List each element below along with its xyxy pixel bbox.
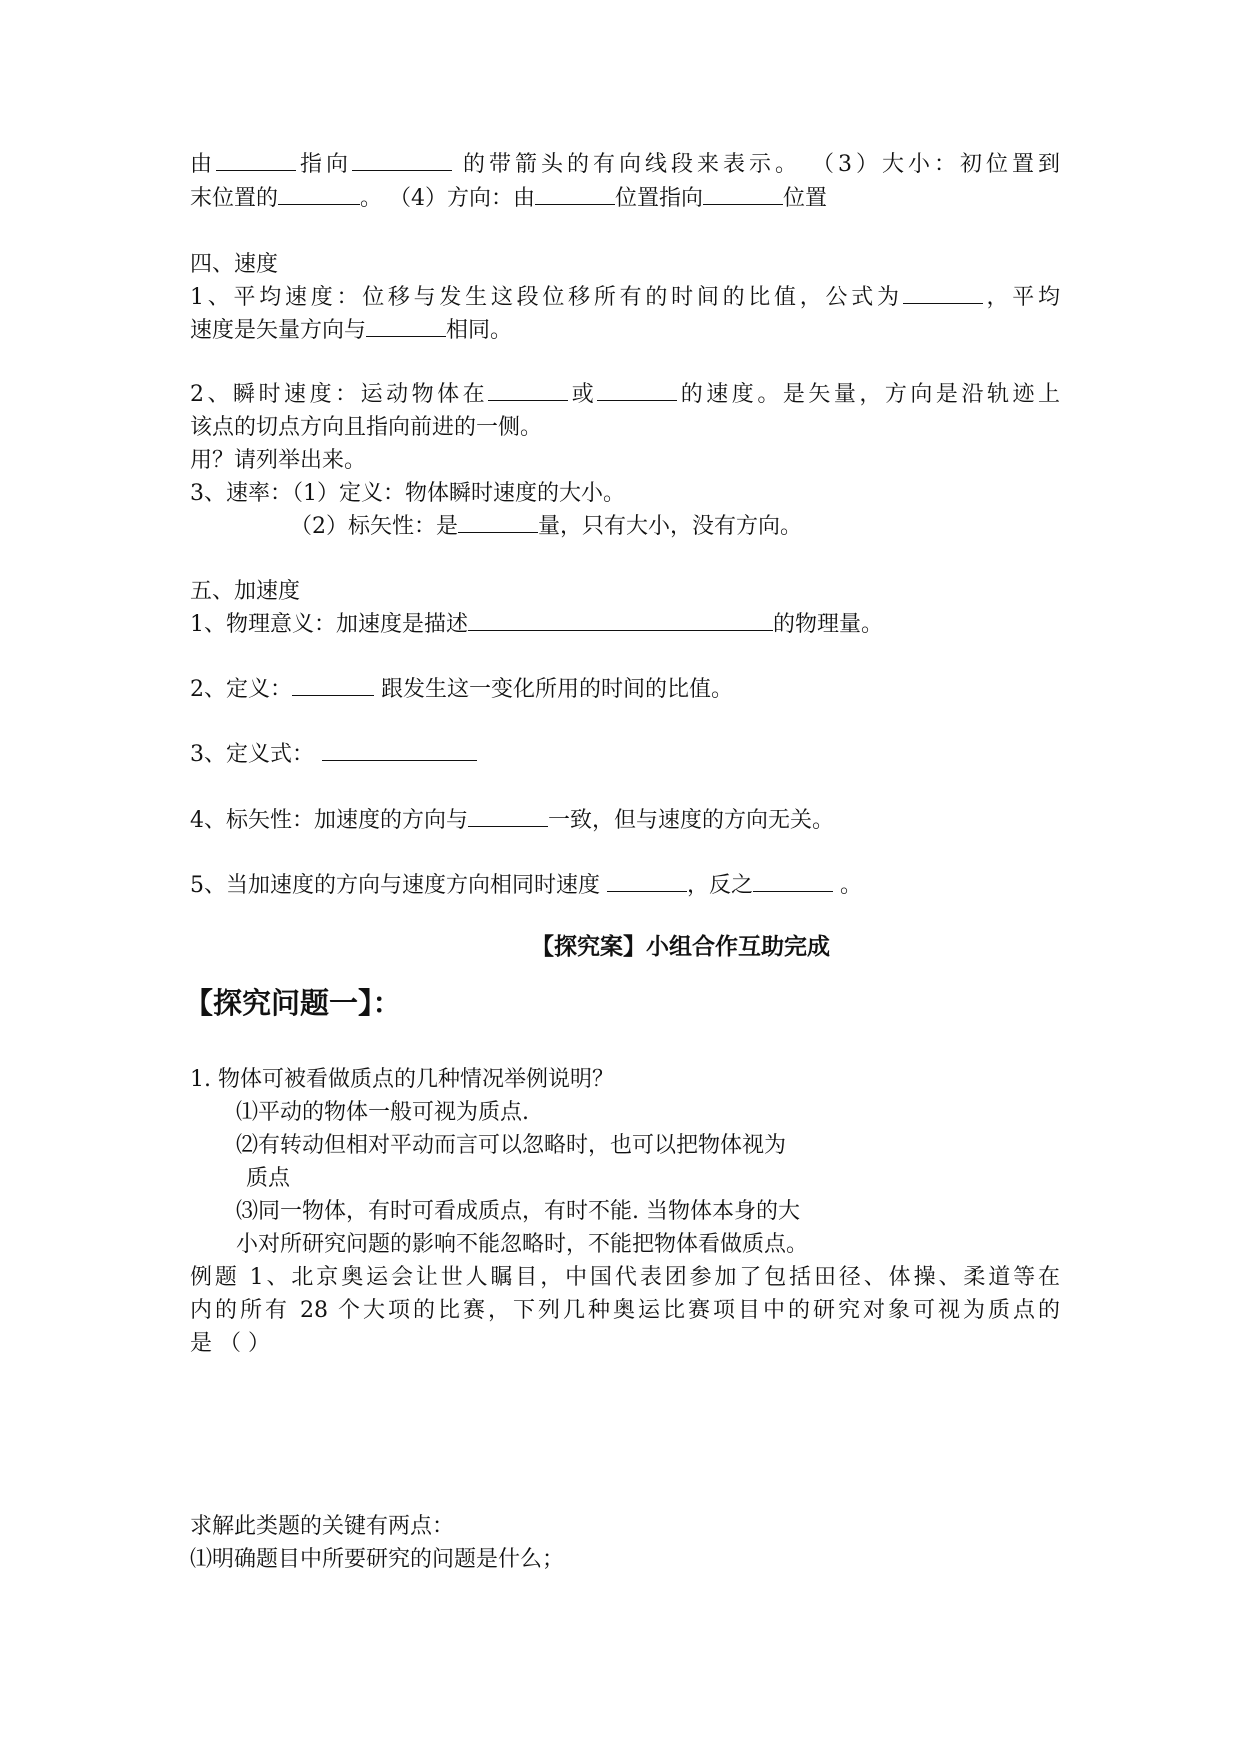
average-velocity-line: 1、平均速度：位移与发生这段位移所有的时间的比值，公式为 ，平均 [190, 285, 1060, 310]
blank[interactable] [597, 380, 677, 401]
point-2: ⑵有转动但相对平动而言可以忽略时，也可以把物体视为 [236, 1133, 787, 1158]
blank[interactable] [352, 150, 452, 171]
section-title-acceleration: 五、加速度 [190, 579, 301, 604]
speed-scalar-line: （2）标矢性：是 量，只有大小，没有方向。 [290, 514, 803, 539]
key-points-title: 求解此类题的关键有两点： [190, 1514, 455, 1539]
blank[interactable] [535, 184, 615, 205]
question-one-title: 【探究问题一】： [184, 986, 402, 1020]
acceleration-vector-line: 4、标矢性：加速度的方向与 一致，但与速度的方向无关。 [190, 808, 835, 833]
blank[interactable] [366, 316, 446, 337]
speed-definition-line: 3、速率：（1）定义：物体瞬时速度的大小。 [190, 481, 625, 506]
question-intro: 1. 物体可被看做质点的几种情况举例说明？ [190, 1067, 614, 1092]
blank[interactable] [753, 871, 833, 892]
blank[interactable] [468, 806, 548, 827]
list-examples-line: 用？请列举出来。 [190, 448, 367, 473]
instantaneous-velocity-line: 2、瞬时速度：运动物体在 或 的速度。是矢量，方向是沿轨迹上 [190, 382, 1060, 407]
blank[interactable] [903, 283, 983, 304]
example-line-3: 是 （ ） [190, 1331, 270, 1356]
displacement-size-direction-line: 末位置的 。 （4）方向：由 位置指向 位置 [190, 186, 828, 211]
example-line-1: 例题 1、北京奥运会让世人瞩目，中国代表团参加了包括田径、体操、柔道等在 [190, 1265, 1060, 1290]
average-velocity-direction-line: 速度是矢量方向与 相同。 [190, 318, 513, 343]
blank[interactable] [468, 610, 773, 631]
section-title-velocity: 四、速度 [190, 252, 279, 277]
blank[interactable] [703, 184, 783, 205]
blank[interactable] [458, 512, 538, 533]
blank[interactable] [322, 740, 477, 761]
point-1: ⑴平动的物体一般可视为质点. [236, 1100, 529, 1125]
acceleration-formula-line: 3、定义式： [190, 740, 477, 770]
blank[interactable] [292, 675, 374, 696]
acceleration-speed-change-line: 5、当加速度的方向与速度方向相同时速度 ，反之 。 [190, 873, 863, 898]
point-3: ⑶同一物体，有时可看成质点，有时不能. 当物体本身的大 [236, 1199, 800, 1224]
blank[interactable] [488, 380, 568, 401]
instantaneous-velocity-direction-line: 该点的切点方向且指向前进的一侧。 [190, 415, 543, 440]
example-line-2: 内的所有 28 个大项的比赛，下列几种奥运比赛项目中的研究对象可视为质点的 [190, 1298, 1060, 1323]
blank[interactable] [607, 871, 687, 892]
blank[interactable] [216, 150, 296, 171]
point-2-cont: 质点 [246, 1166, 291, 1191]
acceleration-meaning-line: 1、物理意义：加速度是描述 的物理量。 [190, 612, 884, 637]
explore-section-title: 【探究案】小组合作互助完成 [531, 933, 830, 960]
displacement-representation-line: 由 指向 的带箭头的有向线段来表示。 （3）大小：初位置到 [190, 152, 1060, 177]
acceleration-definition-line: 2、定义： 跟发生这一变化所用的时间的比值。 [190, 677, 733, 702]
point-3-cont: 小对所研究问题的影响不能忽略时，不能把物体看做质点。 [236, 1232, 809, 1257]
key-point-1: ⑴明确题目中所要研究的问题是什么； [190, 1547, 565, 1572]
blank[interactable] [278, 184, 360, 205]
